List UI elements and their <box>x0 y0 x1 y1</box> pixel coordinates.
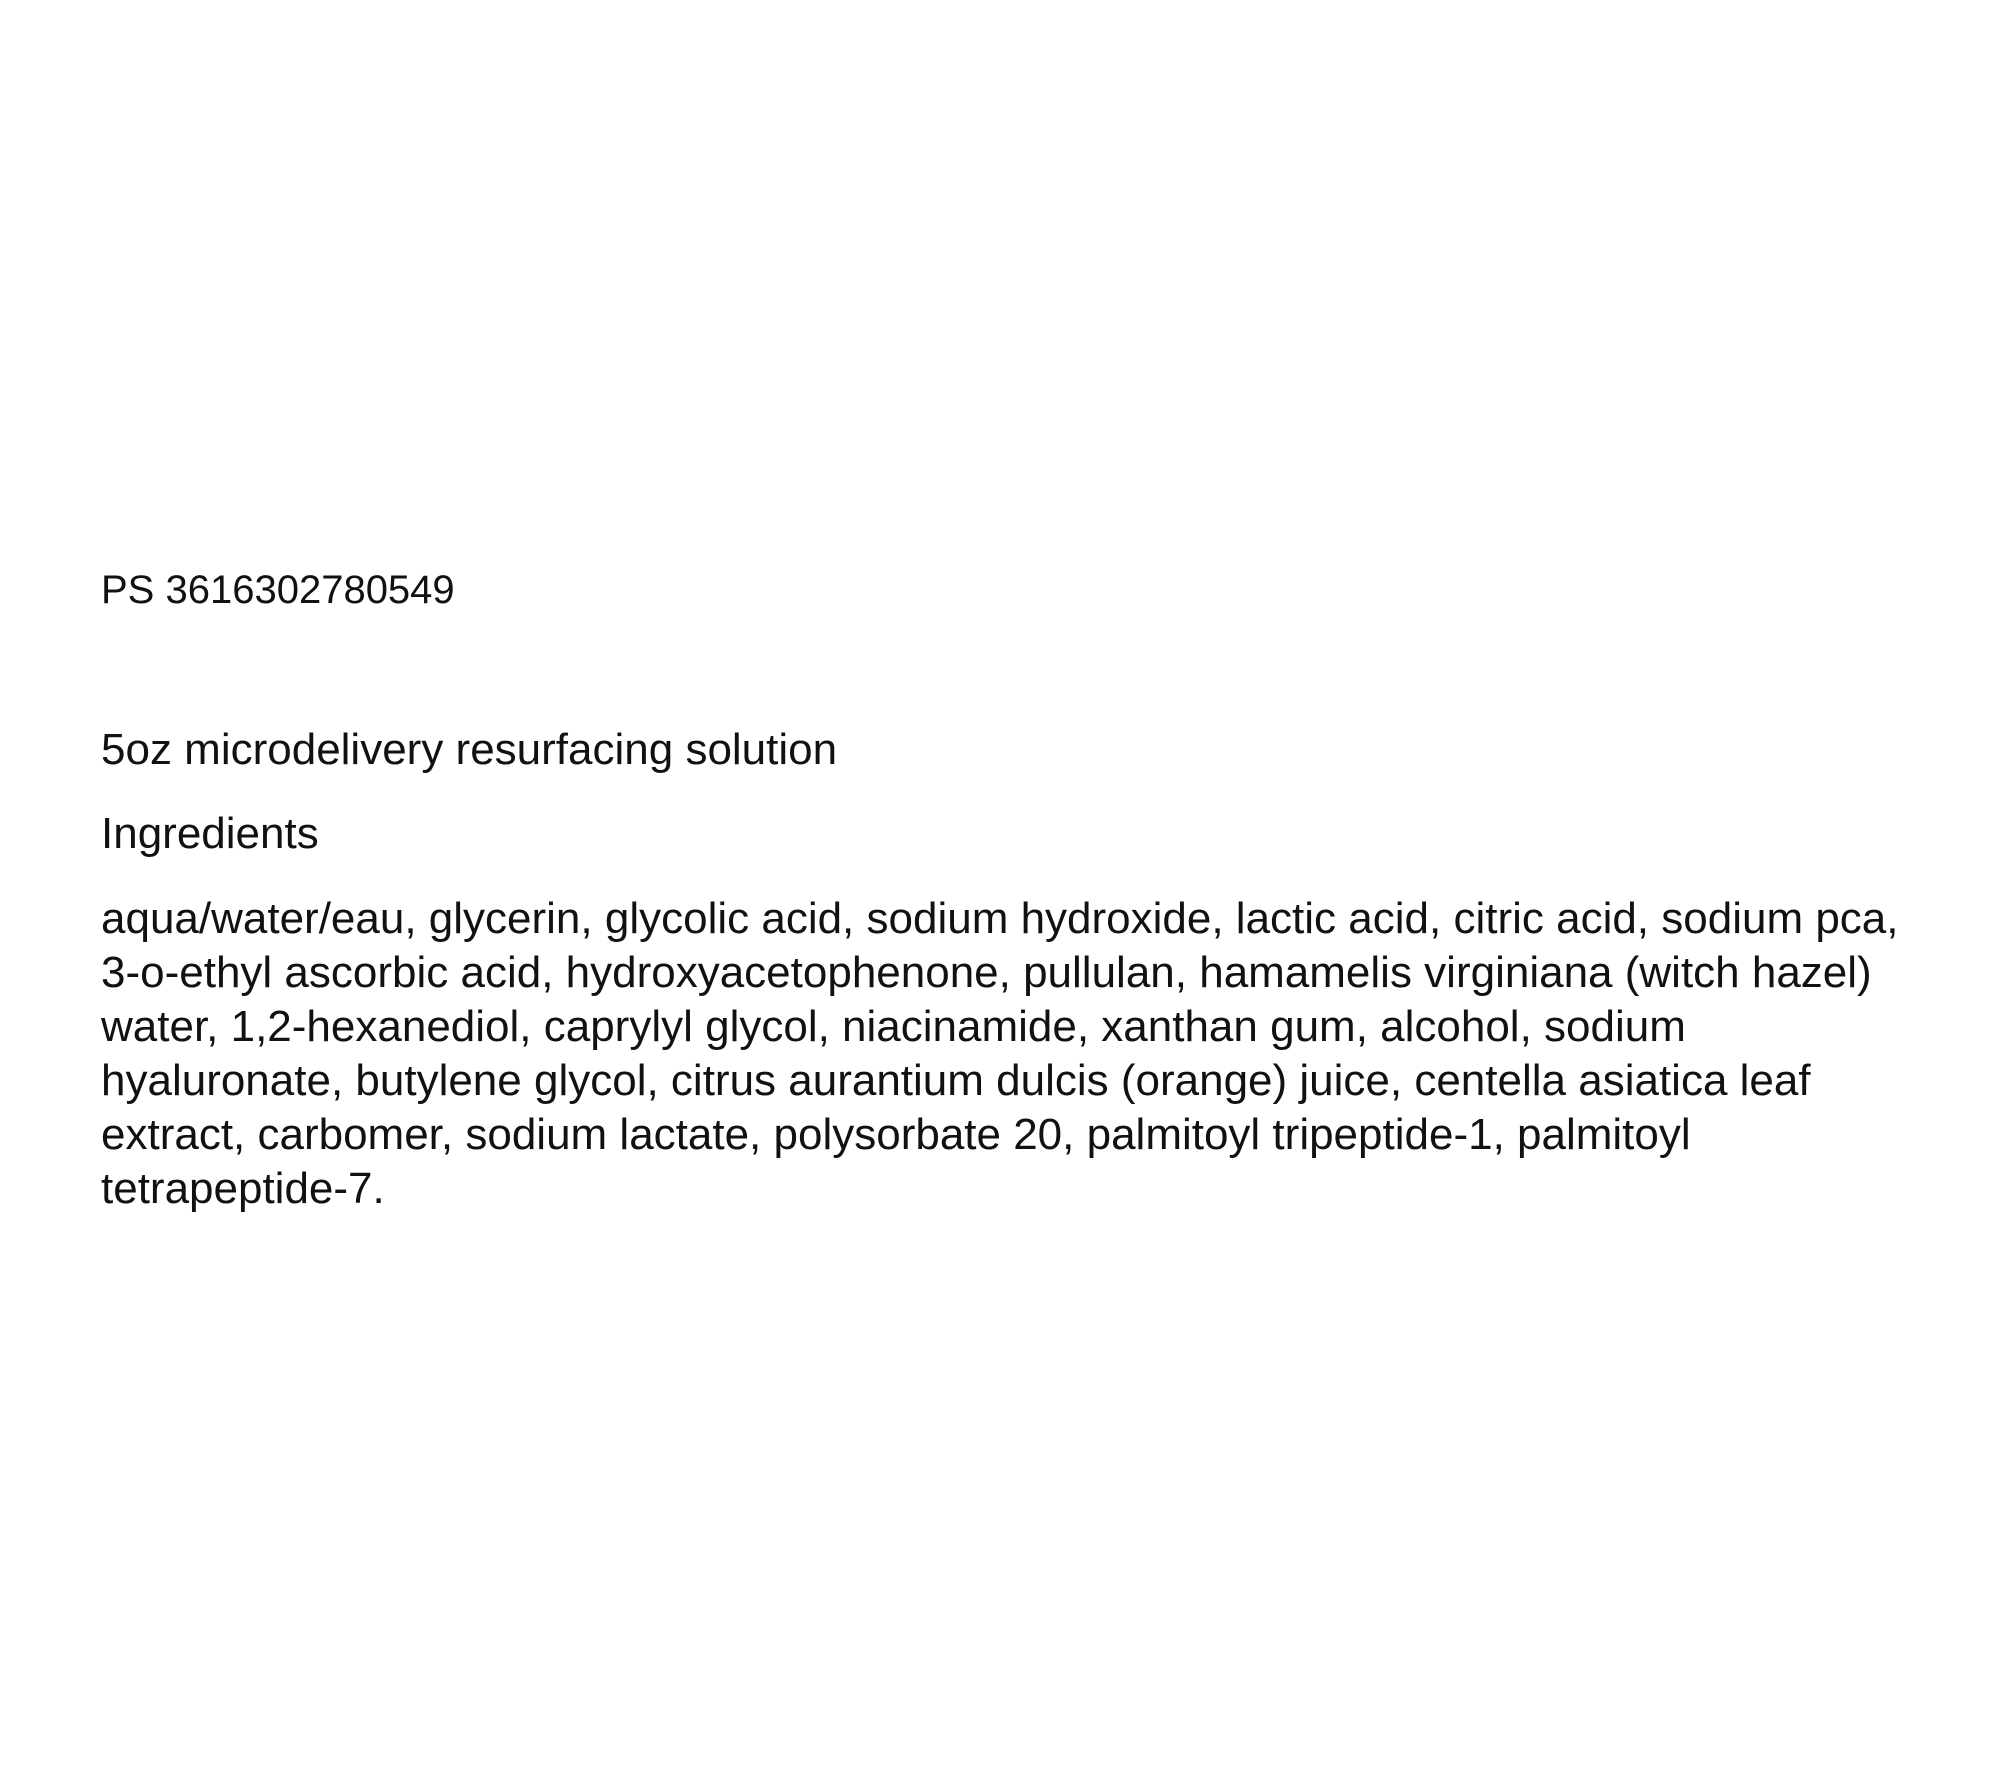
product-code: PS 3616302780549 <box>101 568 455 612</box>
ingredients-list: aqua/water/eau, glycerin, glycolic acid, sodium hydroxide, lactic acid, citric acid, sodium pca, 3-o-ethyl ascorbic acid, hydroxyacetophenone, pullulan, hamamelis virginiana (witch hazel) water, 1,2-hexanediol, caprylyl glycol, niacinamide, xanthan gum, alcohol, sodium hyaluronate, butylene glycol, citrus aurantium dulcis (orange) juice, centella asiatica leaf extract, carbomer, sodium lactate, polysorbate 20, palmitoyl tripeptide-1, palmitoyl tetrapeptide-7. <box>101 894 1899 1213</box>
product-name: 5oz microdelivery resurfacing solution <box>101 725 838 774</box>
ingredients-heading: Ingredients <box>101 809 319 858</box>
